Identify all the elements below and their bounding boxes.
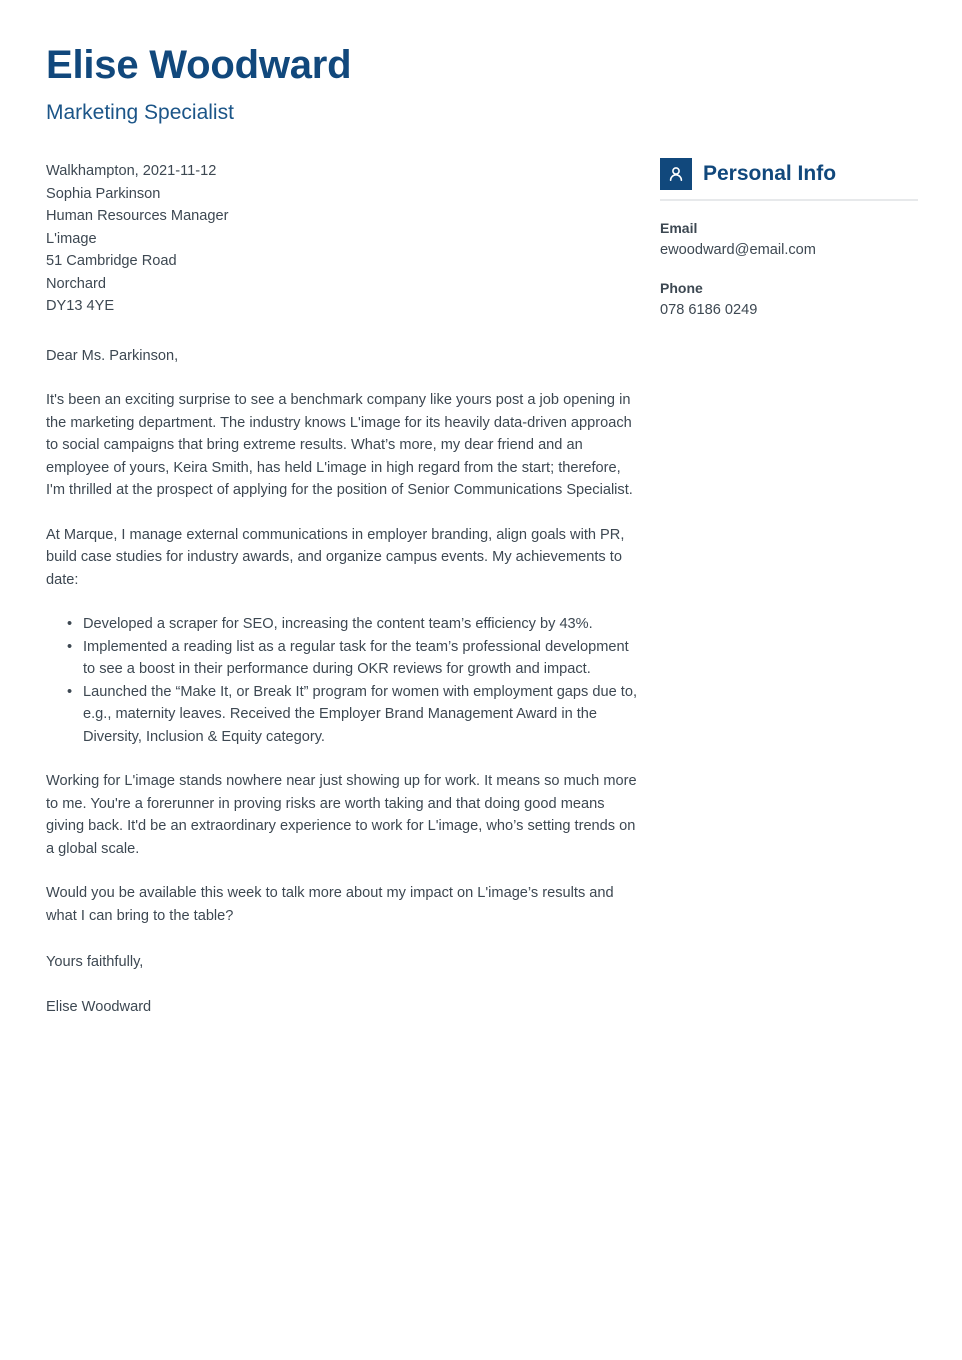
list-item: • Implemented a reading list as a regular task for the team’s professional development to see a boost in their performance during OKR reviews for growth and impact.	[67, 636, 638, 681]
salutation: Dear Ms. Parkinson,	[46, 347, 179, 364]
section-divider	[660, 199, 918, 201]
body-paragraph-4: Would you be available this week to talk more about my impact on L'image’s results and what I can bring to the table?	[46, 885, 614, 924]
closing-line: Yours faithfully,	[46, 954, 144, 970]
achievements-list	[46, 613, 638, 748]
person-icon	[660, 158, 692, 190]
body-paragraph-3: Working for L'image stands nowhere near just showing up for work. It means so much more to me. You're a forerunner in proving risks are worth taking and that doing good means giving back. It'd be an extraordinary experience to work for L'image, who’s setting trends on a global scale.	[46, 773, 637, 857]
phone-field	[660, 278, 918, 321]
signature-name: Elise Woodward	[46, 998, 152, 1015]
body-paragraph-2: At Marque, I manage external communications in employer branding, align goals with PR, build case studies for industry awards, and organize campus events. My achievements to date:	[46, 526, 625, 588]
document-header	[46, 42, 746, 126]
page-title: Elise Woodward	[46, 43, 352, 87]
personal-info-title: Personal Info	[703, 162, 837, 186]
address-line: 51 Cambridge Road	[46, 253, 177, 269]
personal-info-header	[660, 158, 918, 190]
email-field	[660, 218, 918, 261]
body-paragraph-1: It's been an exciting surprise to see a benchmark company like yours post a job opening in the marketing department. The industry knows L'image for its heavily data-driven approach to social campaigns that bring extreme results. What’s more, my dear friend and an employee of yours, Keira Smith, has held L'image in high regard from the start; therefore, I'm thrilled at the prospect of applying for the position of Senior Communications Specialist.	[46, 392, 633, 498]
address-line: L'image	[46, 230, 97, 247]
address-line: Human Resources Manager	[46, 208, 229, 224]
address-line: DY13 4YE	[46, 298, 115, 314]
list-item: • Launched the “Make It, or Break It” program for women with employment gaps due to, e.g., maternity leaves. Received the Employer Brand Management Award in the Diversity, Inclusion & Equity category.	[67, 681, 638, 749]
list-item: • Developed a scraper for SEO, increasing the content team’s efficiency by 43%.	[67, 613, 638, 636]
email-value[interactable]: ewoodward@email.com	[660, 242, 816, 258]
personal-info-sidebar	[660, 158, 918, 321]
job-title: Marketing Specialist	[46, 101, 234, 125]
email-label: Email	[660, 220, 698, 236]
phone-label: Phone	[660, 280, 703, 296]
address-block	[46, 160, 638, 318]
letter-body	[46, 160, 638, 1018]
address-line: Norchard	[46, 275, 107, 292]
address-line: Walkhampton, 2021-11-12	[46, 163, 217, 179]
address-line: Sophia Parkinson	[46, 185, 161, 202]
phone-value[interactable]: 078 6186 0249	[660, 302, 758, 318]
